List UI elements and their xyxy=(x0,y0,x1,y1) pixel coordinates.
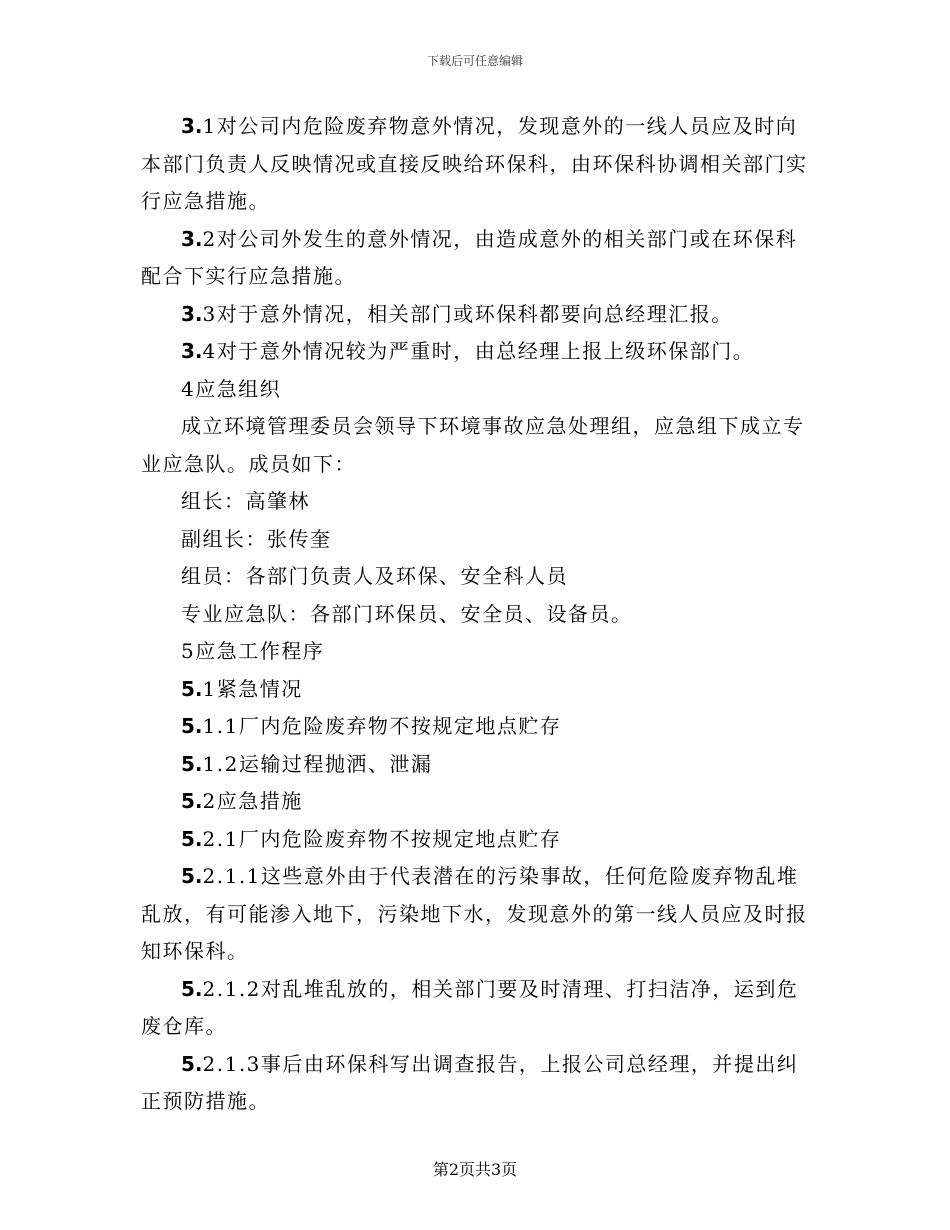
member-deputy xyxy=(141,521,813,559)
paragraph-text: 副组长：张传奎 xyxy=(181,526,332,551)
paragraph-text: 1紧急情况 xyxy=(202,676,303,701)
section-number: 5. xyxy=(181,864,203,888)
paragraph-5-2-1-2 xyxy=(141,971,813,1046)
section-number: 5. xyxy=(181,676,203,701)
section-number: 3. xyxy=(181,339,203,363)
section-number: 3. xyxy=(181,301,203,326)
paragraph-4-intro xyxy=(141,408,813,483)
paragraph-text: 组员：各部门负责人及环保、安全科人员 xyxy=(181,564,568,588)
paragraph-5-1 xyxy=(141,671,813,709)
paragraph-5-1-2 xyxy=(141,746,813,784)
heading-4 xyxy=(141,371,813,409)
paragraph-3-3 xyxy=(141,296,813,334)
paragraph-text: 1.2运输过程抛洒、泄漏 xyxy=(202,751,433,776)
page-footer: 第2页共3页 xyxy=(432,1160,518,1179)
section-number: 3. xyxy=(181,226,203,251)
member-staff xyxy=(141,558,813,596)
paragraph-text: 2应急措施 xyxy=(202,789,303,813)
section-number: 5. xyxy=(181,976,203,1001)
paragraph-3-4 xyxy=(141,333,813,371)
paragraph-5-1-1 xyxy=(141,708,813,746)
paragraph-5-2-1-1 xyxy=(141,858,813,971)
document-body xyxy=(141,108,813,1121)
section-number: 3. xyxy=(181,114,203,138)
paragraph-5-2-1-3 xyxy=(141,1046,813,1121)
paragraph-5-2 xyxy=(141,783,813,821)
heading-text: 4应急组织 xyxy=(181,376,282,401)
member-team xyxy=(141,596,813,634)
paragraph-3-2 xyxy=(141,221,813,296)
paragraph-text: 2.1.2对乱堆乱放的，相关部门要及时清理、打扫洁净，运到危废仓库。 xyxy=(141,976,799,1038)
paragraph-text: 组长：高肇林 xyxy=(181,489,310,513)
heading-5 xyxy=(141,633,813,671)
paragraph-text: 3对于意外情况，相关部门或环保科都要向总经理汇报。 xyxy=(202,301,733,326)
page-header: 下载后可任意编辑 xyxy=(426,54,523,68)
paragraph-5-2-1 xyxy=(141,821,813,859)
section-number: 5. xyxy=(181,714,203,738)
paragraph-text: 2.1厂内危险废弃物不按规定地点贮存 xyxy=(202,826,562,851)
paragraph-text: 成立环境管理委员会领导下环境事故应急处理组，应急组下成立专业应急队。成员如下： xyxy=(141,414,805,476)
paragraph-text: 1.1厂内危险废弃物不按规定地点贮存 xyxy=(202,714,562,738)
paragraph-text: 2对公司外发生的意外情况，由造成意外的相关部门或在环保科配合下实行应急措施。 xyxy=(141,226,798,288)
heading-text: 5应急工作程序 xyxy=(181,639,325,663)
member-leader xyxy=(141,483,813,521)
paragraph-text: 2.1.1这些意外由于代表潜在的污染事故，任何危险废弃物乱堆乱放，有可能渗入地下，污染地下水，发现意外的第一线人员应及时报知环保科。 xyxy=(141,864,808,963)
paragraph-3-1 xyxy=(141,108,813,221)
paragraph-text: 4对于意外情况较为严重时，由总经理上报上级环保部门。 xyxy=(202,339,755,363)
paragraph-text: 1对公司内危险废弃物意外情况，发现意外的一线人员应及时向本部门负责人反映情况或直接反映给环保科，由环保科协调相关部门实行应急措施。 xyxy=(141,114,808,213)
section-number: 5. xyxy=(181,1051,203,1076)
paragraph-text: 2.1.3事后由环保科写出调查报告，上报公司总经理，并提出纠正预防措施。 xyxy=(141,1051,799,1113)
section-number: 5. xyxy=(181,751,203,776)
section-number: 5. xyxy=(181,789,203,813)
paragraph-text: 专业应急队：各部门环保员、安全员、设备员。 xyxy=(181,601,633,626)
section-number: 5. xyxy=(181,826,203,851)
